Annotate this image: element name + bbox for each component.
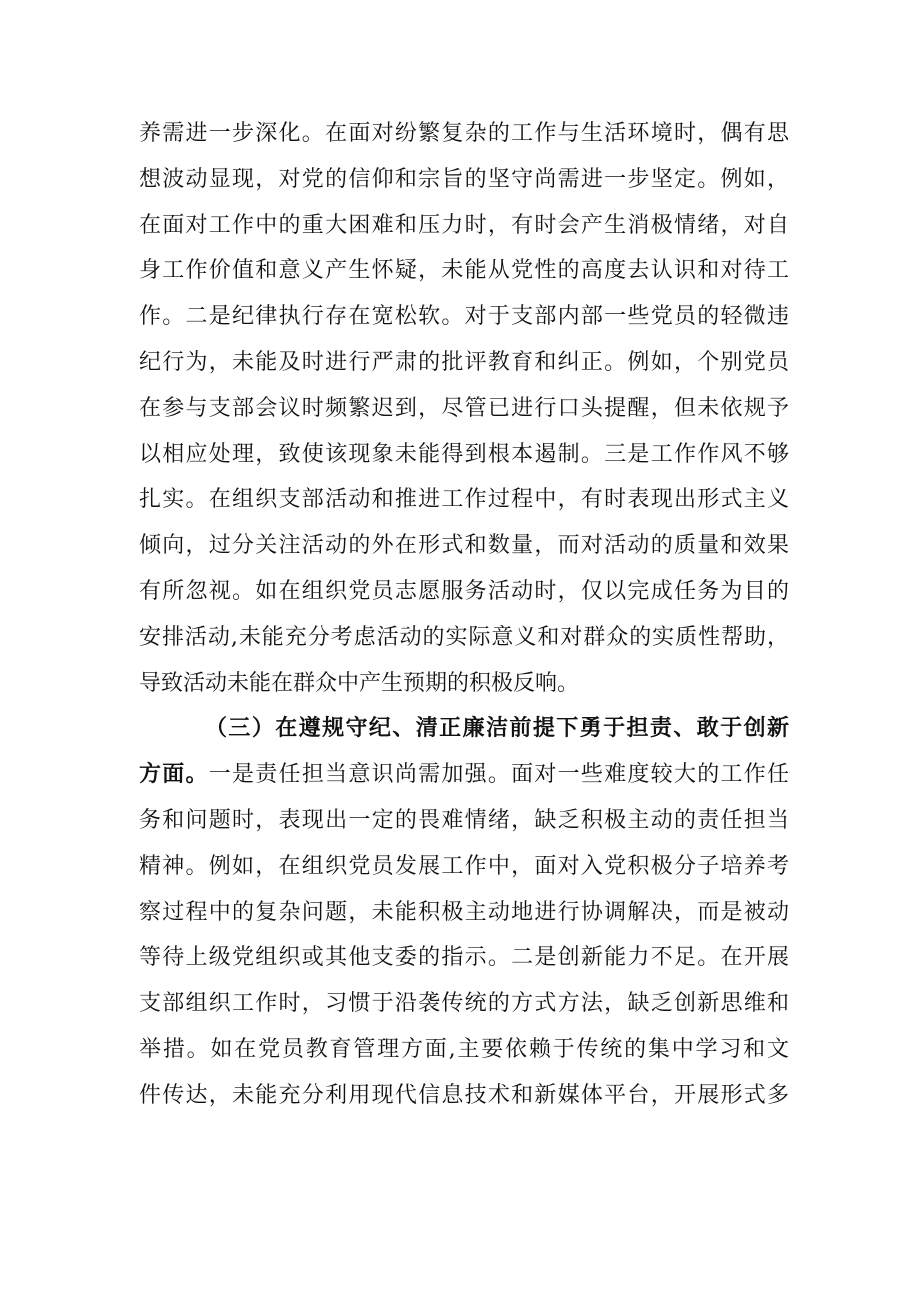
text-line: 有所忽视。如在组织党员志愿服务活动时，仅以完成任务为目的 [139,578,789,604]
section-heading-end: 方面。 [139,761,209,788]
text-line [139,752,789,798]
text-line: 以相应处理，致使该现象未能得到根本遏制。三是工作作风不够 [139,441,789,467]
text-line: 扎实。在组织支部活动和推进工作过程中，有时表现出形式主义 [139,487,789,513]
text-line: 在面对工作中的重大困难和压力时，有时会产生消极情绪，对自 [139,212,789,238]
document-body [139,111,789,1119]
text-line: 想波动显现，对党的信仰和宗旨的坚守尚需进一步坚定。例如， [139,166,789,192]
text-line: 在参与支部会议时频繁迟到，尽管已进行口头提醒，但未依规予 [139,395,789,421]
text-line: 养需进一步深化。在面对纷繁复杂的工作与生活环境时，偶有思 [139,121,789,146]
text-line-rest: 一是责任担当意识尚需加强。面对一些难度较大的工作任 [208,762,789,788]
section-heading: （三）在遵规守纪、清正廉洁前提下勇于担责、敢于创新 [205,715,789,742]
text-line: 安排活动,未能充分考虑活动的实际意义和对群众的实质性帮助， [139,624,789,650]
text-line: 等待上级党组织或其他支委的指示。二是创新能力不足。在开展 [139,945,789,971]
text-line: 举措。如在党员教育管理方面,主要依赖于传统的集中学习和文 [139,1036,789,1062]
text-line: 务和问题时，表现出一定的畏难情绪，缺乏积极主动的责任担当 [139,807,789,833]
text-line: 倾向，过分关注活动的外在形式和数量，而对活动的质量和效果 [139,533,789,559]
text-line: 察过程中的复杂问题，未能积极主动地进行协调解决，而是被动 [139,899,789,925]
text-line: 导致活动未能在群众中产生预期的积极反响。 [139,670,580,696]
text-line: 精神。例如，在组织党员发展工作中，面对入党积极分子培养考 [139,853,789,879]
text-line: 纪行为，未能及时进行严肃的批评教育和纠正。例如，个别党员 [139,349,789,375]
text-line: 支部组织工作时，习惯于沿袭传统的方式方法，缺乏创新思维和 [139,991,789,1017]
text-line: 件传达，未能充分利用现代信息技术和新媒体平台，开展形式多 [139,1082,789,1108]
text-line: 作。二是纪律执行存在宽松软。对于支部内部一些党员的轻微违 [139,304,789,330]
text-line: 身工作价值和意义产生怀疑，未能从党性的高度去认识和对待工 [139,258,789,284]
